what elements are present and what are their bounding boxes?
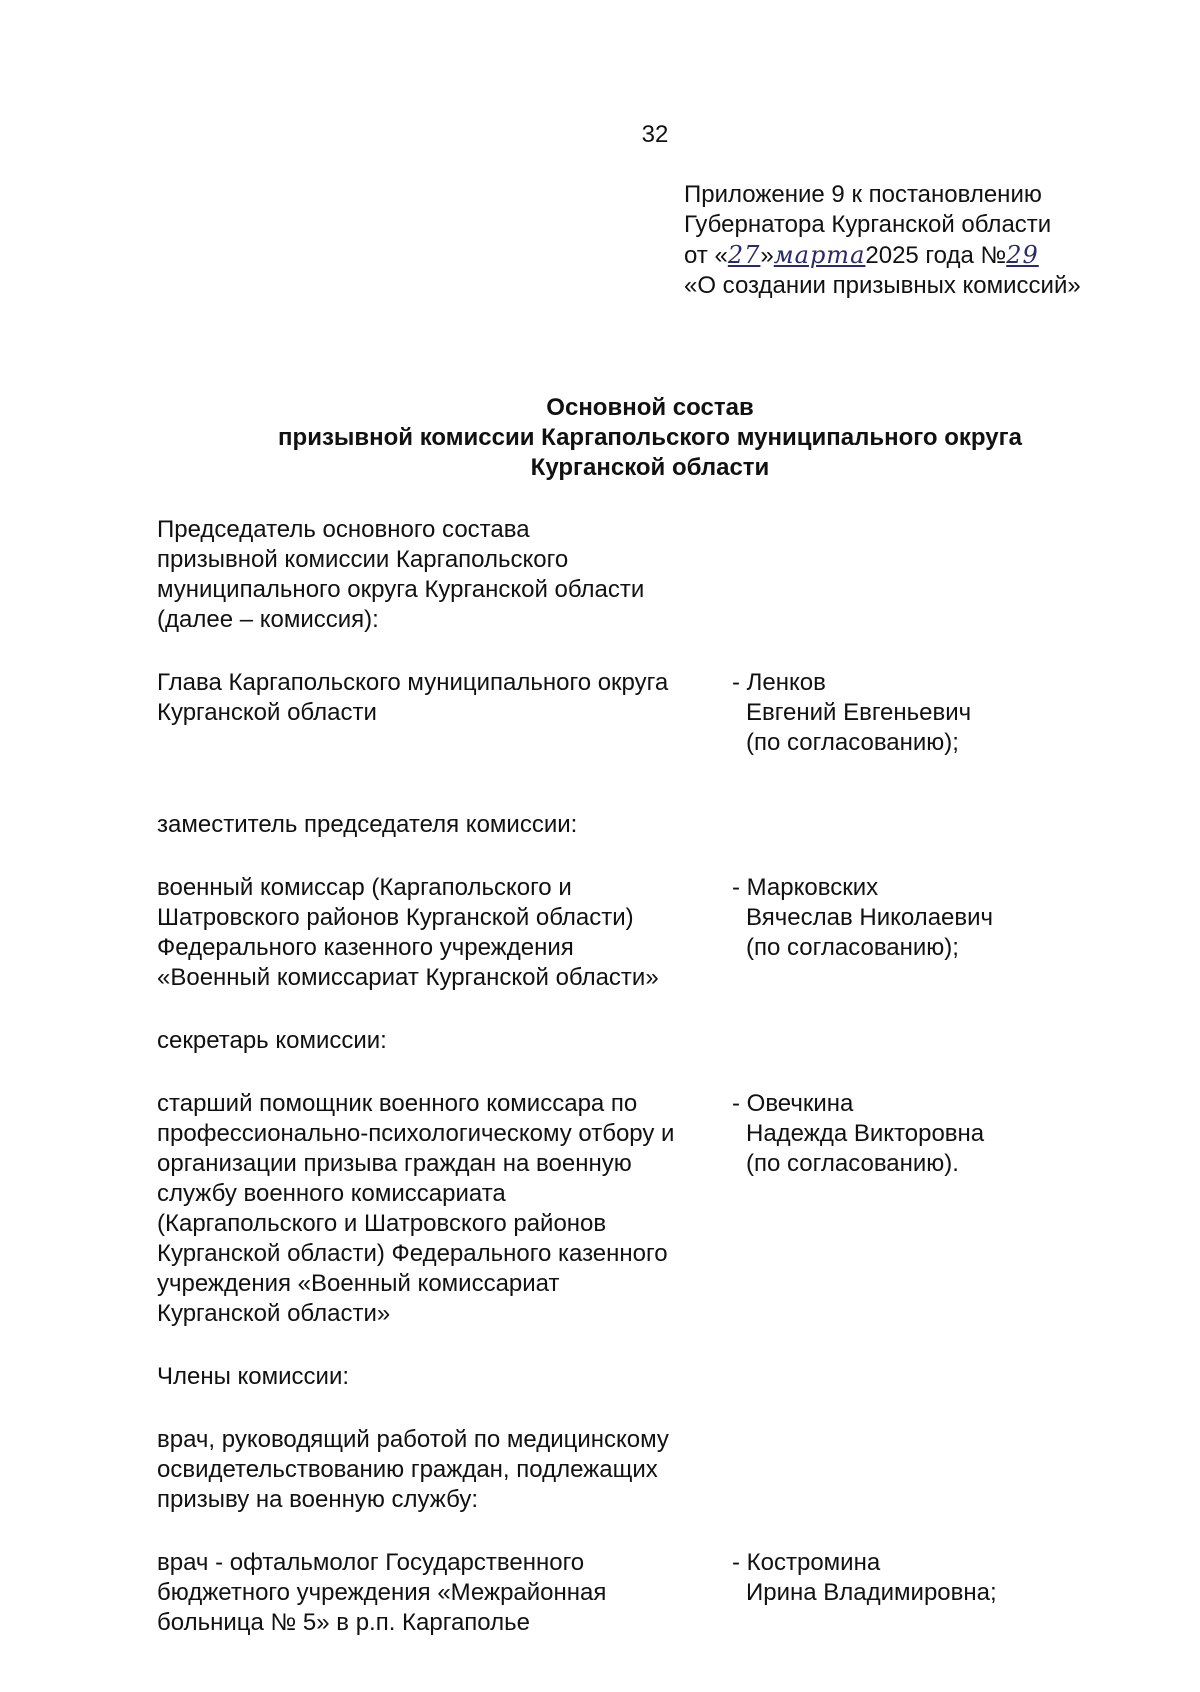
- text-line: Курганской области) Федерального казенного: [157, 1240, 668, 1267]
- chairman-row: [157, 668, 1157, 756]
- appendix-date-prefix: от «: [684, 242, 728, 269]
- appendix-line: «О создании призывных комиссий»: [684, 272, 1081, 299]
- document-body: [157, 515, 1157, 1638]
- chairman-header: [157, 515, 1157, 635]
- doctor-person: [732, 1548, 1152, 1608]
- person-name: Ирина Владимировна;: [746, 1579, 997, 1606]
- deputy-header: [157, 810, 1157, 840]
- page-number: 32: [641, 121, 669, 148]
- person-surname: - Овечкина: [732, 1090, 854, 1117]
- text-line: учреждения «Военный комиссариат: [157, 1270, 560, 1297]
- person-surname: - Костромина: [732, 1549, 881, 1576]
- handwritten-month: марта: [773, 241, 866, 269]
- text-line: «Военный комиссариат Курганской области»: [157, 964, 659, 991]
- appendix-date-line: [684, 240, 1154, 271]
- person-name: Надежда Викторовна: [746, 1120, 985, 1147]
- person-note: (по согласованию).: [746, 1150, 959, 1177]
- deputy-row: [157, 873, 1157, 993]
- appendix-line: Приложение 9 к постановлению: [684, 181, 1042, 208]
- appendix-date-mid: »: [760, 242, 774, 269]
- text-line: Курганской области»: [157, 1300, 391, 1327]
- text-line: Председатель основного состава: [157, 516, 530, 543]
- text-line: врач, руководящий работой по медицинскому: [157, 1426, 669, 1453]
- title-line: Основной состав: [546, 394, 754, 421]
- text-line: заместитель председателя комиссии:: [157, 811, 578, 838]
- appendix-header: [684, 180, 1154, 301]
- appendix-line: Губернатора Курганской области: [684, 211, 1052, 238]
- title-line: призывной комиссии Каргапольского муниципального округа: [278, 424, 1022, 451]
- person-name: Евгений Евгеньевич: [746, 699, 972, 726]
- text-line: службу военного комиссариата: [157, 1180, 506, 1207]
- text-line: больница № 5» в р.п. Каргаполье: [157, 1609, 530, 1636]
- appendix-year: 2025 года №: [865, 242, 1007, 269]
- handwritten-number: 29: [1006, 241, 1039, 269]
- text-line: военный комиссар (Каргапольского и: [157, 874, 572, 901]
- doctor-header: [157, 1425, 1157, 1515]
- text-line: Глава Каргапольского муниципального округа: [157, 669, 669, 696]
- text-line: Шатровского районов Курганской области): [157, 904, 634, 931]
- title-line: Курганской области: [530, 454, 770, 481]
- text-line: врач - офтальмолог Государственного: [157, 1549, 585, 1576]
- text-line: Курганской области: [157, 699, 377, 726]
- chairman-person: [732, 668, 1152, 758]
- doctor-row: [157, 1548, 1157, 1638]
- document-title: [0, 393, 1200, 483]
- secretary-header: [157, 1026, 1157, 1056]
- text-line: бюджетного учреждения «Межрайонная: [157, 1579, 607, 1606]
- secretary-person: [732, 1089, 1152, 1179]
- text-line: секретарь комиссии:: [157, 1027, 387, 1054]
- text-line: (далее – комиссия):: [157, 606, 379, 633]
- text-line: призывной комиссии Каргапольского: [157, 546, 569, 573]
- handwritten-day: 27: [727, 241, 761, 269]
- text-line: организации призыва граждан на военную: [157, 1150, 632, 1177]
- person-surname: - Ленков: [732, 669, 826, 696]
- person-note: (по согласованию);: [746, 934, 959, 961]
- secretary-row: [157, 1089, 1157, 1329]
- text-line: (Каргапольского и Шатровского районов: [157, 1210, 607, 1237]
- text-line: освидетельствованию граждан, подлежащих: [157, 1456, 658, 1483]
- text-line: Члены комиссии:: [157, 1363, 350, 1390]
- person-name: Вячеслав Николаевич: [746, 904, 994, 931]
- text-line: призыву на военную службу:: [157, 1486, 478, 1513]
- text-line: Федерального казенного учреждения: [157, 934, 574, 961]
- members-header: [157, 1362, 1157, 1392]
- person-surname: - Марковских: [732, 874, 879, 901]
- text-line: муниципального округа Курганской области: [157, 576, 645, 603]
- person-note: (по согласованию);: [746, 729, 959, 756]
- deputy-person: [732, 873, 1152, 963]
- text-line: профессионально-психологическому отбору и: [157, 1120, 675, 1147]
- text-line: старший помощник военного комиссара по: [157, 1090, 638, 1117]
